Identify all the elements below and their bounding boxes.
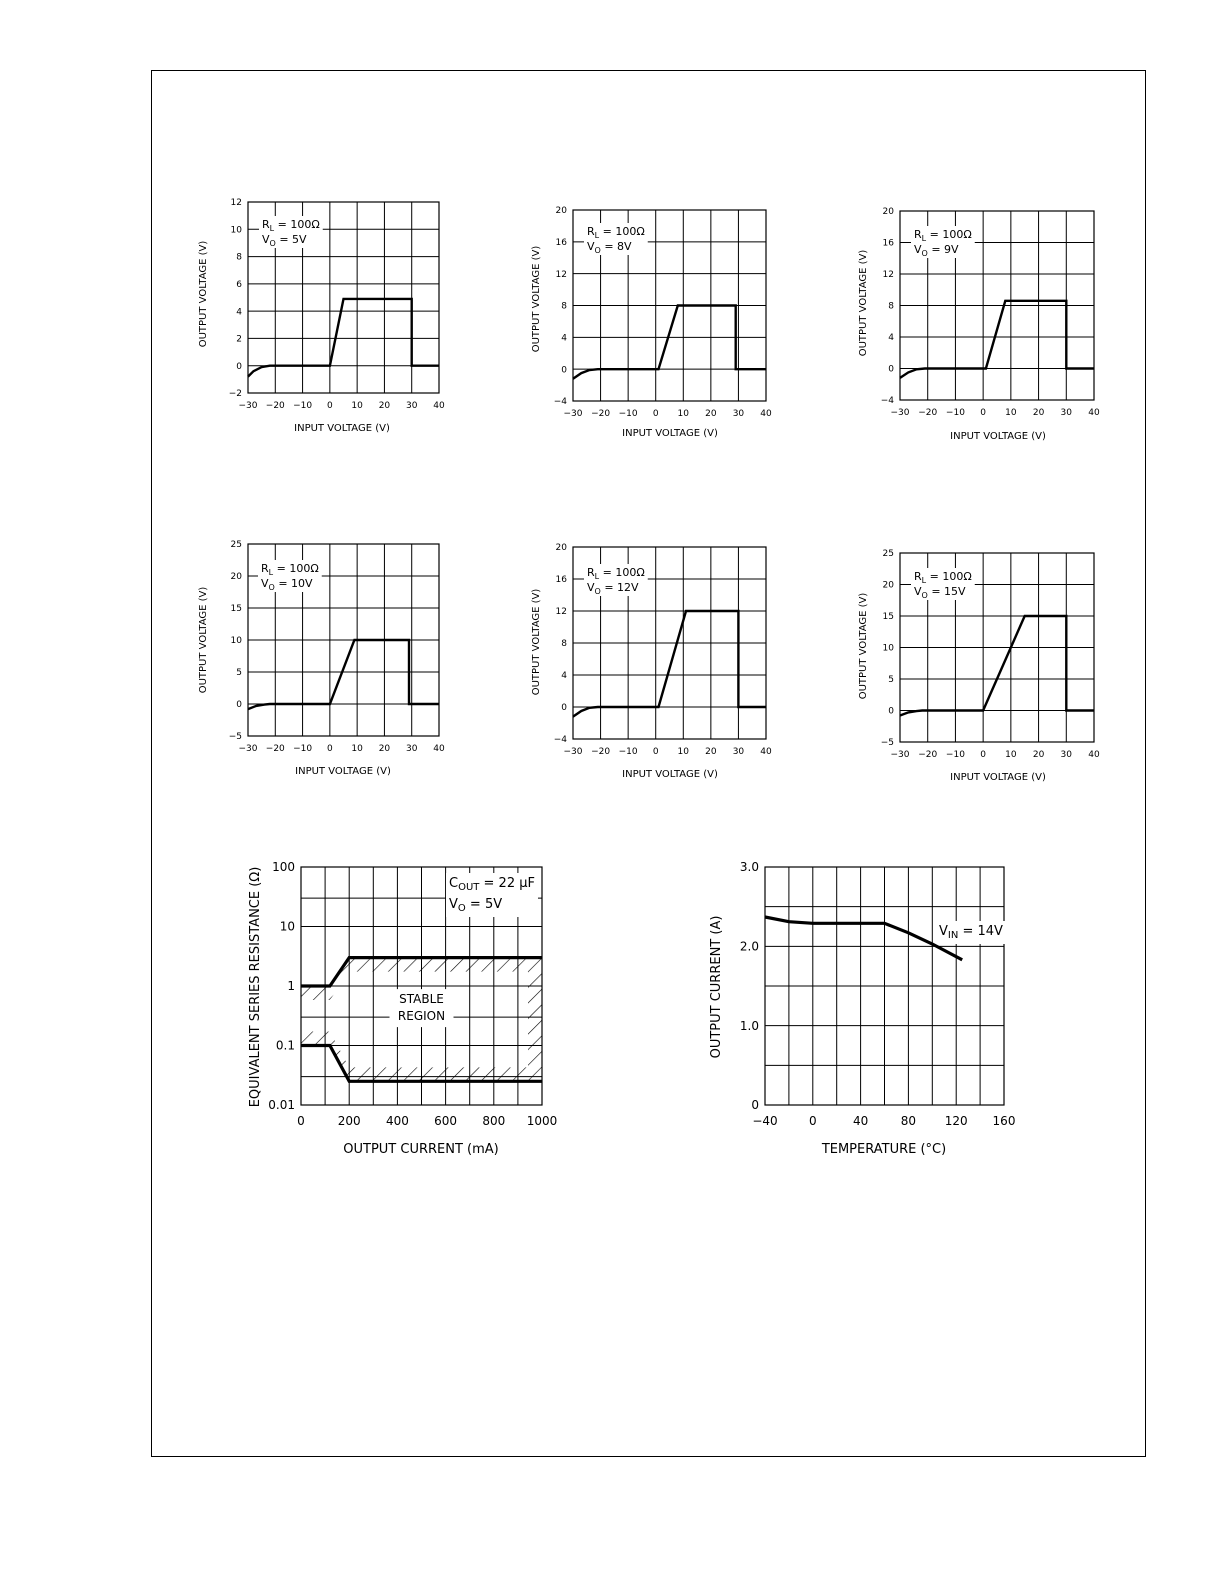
- y-tick-label: 20: [555, 543, 567, 554]
- annotation: [911, 568, 975, 600]
- x-tick-label: 0: [326, 744, 333, 754]
- x-tick-label: 0: [980, 408, 987, 418]
- annotation-text: $V_O = 12V$: [587, 581, 639, 596]
- x-tick-label: 600: [434, 1114, 458, 1128]
- annotation-text: $V_O = 8V$: [587, 240, 632, 255]
- x-tick-label: −10: [293, 401, 313, 411]
- x-tick-label: 20: [378, 401, 391, 411]
- y-tick-label: 20: [882, 207, 894, 218]
- y-tick-label: 15: [230, 604, 242, 615]
- y-tick-label: 0: [561, 365, 567, 376]
- stable-region-label: STABLE: [399, 992, 444, 1007]
- y-tick-label: −4: [553, 397, 567, 408]
- data-series-line: [573, 611, 766, 717]
- x-tick-label: 20: [1032, 750, 1045, 760]
- chart-dropout-5v: [192, 190, 462, 440]
- x-tick-label: 40: [1088, 408, 1100, 418]
- x-tick-label: 30: [405, 744, 418, 754]
- y-tick-label: 0: [236, 361, 242, 372]
- x-tick-label: 30: [732, 747, 745, 757]
- x-tick-label: −10: [618, 409, 638, 419]
- annotation: [258, 560, 322, 592]
- y-tick-label: 4: [236, 307, 242, 318]
- x-tick-label: 10: [677, 747, 690, 757]
- x-axis-label: INPUT VOLTAGE (V): [295, 766, 391, 777]
- x-tick-label: 0: [652, 747, 659, 757]
- y-tick-label: 10: [230, 636, 242, 647]
- x-axis-label: INPUT VOLTAGE (V): [622, 428, 718, 439]
- annotation: [936, 921, 1006, 944]
- y-axis-label: OUTPUT VOLTAGE (V): [198, 586, 209, 694]
- x-tick-label: 40: [852, 1114, 869, 1128]
- x-tick-label: −20: [591, 747, 611, 757]
- y-tick-label: −5: [228, 732, 242, 743]
- y-tick-label: 8: [561, 639, 567, 650]
- y-axis-label: OUTPUT VOLTAGE (V): [198, 240, 209, 348]
- y-tick-label: −4: [880, 396, 894, 407]
- x-axis-label: INPUT VOLTAGE (V): [950, 772, 1046, 783]
- x-tick-label: 0: [980, 750, 987, 760]
- y-tick-label: 20: [555, 206, 567, 217]
- annotation-text: $V_{IN} = 14V$: [939, 924, 1003, 941]
- x-tick-label: 10: [351, 401, 363, 411]
- x-tick-label: −30: [238, 401, 258, 411]
- x-tick-label: 120: [944, 1114, 968, 1128]
- y-tick-label: 0: [888, 706, 894, 717]
- annotation-text: $V_O = 15V$: [914, 585, 966, 600]
- x-tick-label: 10: [351, 744, 363, 754]
- y-tick-label: −4: [553, 735, 567, 746]
- y-tick-label: 4: [561, 333, 567, 344]
- x-axis-label: INPUT VOLTAGE (V): [950, 431, 1046, 442]
- x-tick-label: −10: [293, 744, 313, 754]
- x-tick-label: 30: [405, 401, 418, 411]
- x-tick-label: 0: [652, 409, 659, 419]
- y-tick-label: 15: [882, 612, 894, 623]
- x-tick-label: −30: [238, 744, 258, 754]
- y-tick-label: 0.1: [275, 1038, 295, 1053]
- y-tick-label: 12: [230, 198, 242, 209]
- annotation-text: $R_L = 100\Omega$: [261, 562, 319, 577]
- x-tick-label: 20: [705, 747, 717, 757]
- annotation: [259, 216, 323, 248]
- chart-esr-stability: [240, 855, 580, 1165]
- y-tick-label: 1: [287, 979, 295, 994]
- y-tick-label: 16: [555, 575, 567, 586]
- y-tick-label: 25: [882, 549, 894, 560]
- x-tick-label: 80: [900, 1114, 917, 1128]
- x-tick-label: 160: [992, 1114, 1016, 1128]
- x-tick-label: 20: [378, 744, 391, 754]
- annotation-text: $R_L = 100\Omega$: [262, 218, 320, 233]
- data-series-line: [573, 306, 766, 379]
- stable-region-label: REGION: [397, 1009, 446, 1024]
- y-tick-label: 12: [555, 269, 567, 280]
- y-tick-label: 2.0: [739, 939, 759, 954]
- x-tick-label: 0: [326, 401, 333, 411]
- y-tick-label: 8: [561, 301, 567, 312]
- y-tick-label: 12: [882, 270, 894, 281]
- y-tick-label: 10: [279, 919, 295, 934]
- annotation-text: $R_L = 100\Omega$: [914, 228, 972, 243]
- annotation: [446, 873, 538, 917]
- x-tick-label: 30: [1060, 408, 1073, 418]
- y-tick-label: 6: [236, 280, 242, 291]
- y-axis-label: OUTPUT VOLTAGE (V): [858, 592, 869, 700]
- x-tick-label: 40: [1088, 750, 1100, 760]
- chart-dropout-8v: [525, 194, 795, 444]
- x-tick-label: 20: [1032, 408, 1045, 418]
- x-tick-label: 30: [1060, 750, 1073, 760]
- y-tick-label: 100: [272, 860, 295, 875]
- x-tick-label: 800: [482, 1114, 506, 1128]
- x-tick-label: 40: [760, 409, 772, 419]
- data-series-line: [900, 301, 1094, 378]
- x-tick-label: 0: [808, 1114, 817, 1128]
- annotation-text: $R_L = 100\Omega$: [914, 570, 972, 585]
- y-tick-label: 0: [751, 1098, 759, 1113]
- y-tick-label: 20: [882, 580, 894, 591]
- y-tick-label: 5: [888, 675, 894, 686]
- x-tick-label: 30: [732, 409, 745, 419]
- y-tick-label: 0.01: [268, 1098, 295, 1113]
- data-series-line: [248, 299, 439, 377]
- y-tick-label: 1.0: [739, 1018, 759, 1033]
- annotation-text: $V_O = 5V$: [449, 897, 503, 914]
- y-axis-label: OUTPUT VOLTAGE (V): [531, 588, 542, 696]
- x-tick-label: −30: [563, 409, 583, 419]
- y-tick-label: 4: [888, 333, 894, 344]
- y-tick-label: 5: [236, 668, 242, 679]
- y-tick-label: 2: [236, 334, 242, 345]
- annotation-text: $V_O = 10V$: [261, 577, 313, 592]
- x-tick-label: 40: [760, 747, 772, 757]
- x-tick-label: 10: [1005, 408, 1017, 418]
- annotation: [911, 226, 975, 258]
- x-tick-label: −40: [752, 1114, 778, 1128]
- chart-dropout-12v: [525, 536, 795, 786]
- y-tick-label: −2: [228, 389, 242, 400]
- x-tick-label: −10: [618, 747, 638, 757]
- y-tick-label: 25: [230, 540, 242, 551]
- annotation-text: $C_{OUT} = 22$ μF: [449, 876, 535, 893]
- x-axis-label: INPUT VOLTAGE (V): [294, 423, 390, 434]
- y-tick-label: 0: [236, 700, 242, 711]
- x-tick-label: −20: [265, 744, 285, 754]
- grid: [765, 867, 1004, 1105]
- chart-dropout-10v: [192, 533, 462, 783]
- y-axis-label: OUTPUT VOLTAGE (V): [531, 245, 542, 353]
- annotation: [584, 564, 648, 596]
- x-axis-label: TEMPERATURE (°C): [821, 1142, 947, 1157]
- x-tick-label: 200: [337, 1114, 361, 1128]
- annotation-text: $R_L = 100\Omega$: [587, 566, 645, 581]
- y-tick-label: 3.0: [739, 860, 759, 875]
- y-axis-label: OUTPUT VOLTAGE (V): [858, 249, 869, 357]
- data-series-line: [248, 640, 439, 709]
- x-tick-label: 40: [433, 401, 445, 411]
- y-axis-label: OUTPUT CURRENT (A): [709, 915, 724, 1059]
- y-tick-label: 20: [230, 572, 242, 583]
- y-tick-label: 0: [561, 703, 567, 714]
- x-axis-label: INPUT VOLTAGE (V): [622, 769, 718, 780]
- y-tick-label: 16: [555, 237, 567, 248]
- x-tick-label: 20: [705, 409, 717, 419]
- y-tick-label: −5: [880, 738, 894, 749]
- annotation-text: $R_L = 100\Omega$: [587, 225, 645, 240]
- x-tick-label: −20: [918, 750, 938, 760]
- y-tick-label: 12: [555, 607, 567, 618]
- x-tick-label: −10: [945, 750, 965, 760]
- x-tick-label: 10: [677, 409, 690, 419]
- x-tick-label: 1000: [526, 1114, 558, 1128]
- x-tick-label: −30: [890, 750, 910, 760]
- data-series-line: [900, 616, 1094, 716]
- y-tick-label: 16: [882, 238, 894, 249]
- annotation-text: $V_O = 5V$: [262, 233, 307, 248]
- x-tick-label: −20: [918, 408, 938, 418]
- chart-dropout-9v: [852, 197, 1122, 447]
- y-tick-label: 8: [888, 301, 894, 312]
- x-tick-label: 40: [433, 744, 445, 754]
- chart-current-limit-temp: [700, 855, 1040, 1165]
- x-tick-label: −30: [890, 408, 910, 418]
- x-tick-label: 10: [1005, 750, 1017, 760]
- x-axis-label: OUTPUT CURRENT (mA): [343, 1142, 499, 1157]
- y-tick-label: 10: [882, 643, 894, 654]
- chart-dropout-15v: [852, 539, 1122, 789]
- x-tick-label: −30: [563, 747, 583, 757]
- y-tick-label: 10: [230, 225, 242, 236]
- y-tick-label: 8: [236, 252, 242, 263]
- x-tick-label: −20: [591, 409, 611, 419]
- y-tick-label: 4: [561, 671, 567, 682]
- annotation-text: $V_O = 9V$: [914, 243, 959, 258]
- annotation: [584, 223, 648, 255]
- y-axis-label: EQUIVALENT SERIES RESISTANCE (Ω): [248, 866, 263, 1108]
- x-tick-label: −20: [265, 401, 285, 411]
- x-tick-label: 400: [385, 1114, 409, 1128]
- x-tick-label: 0: [297, 1114, 305, 1128]
- y-tick-label: 0: [888, 364, 894, 375]
- x-tick-label: −10: [945, 408, 965, 418]
